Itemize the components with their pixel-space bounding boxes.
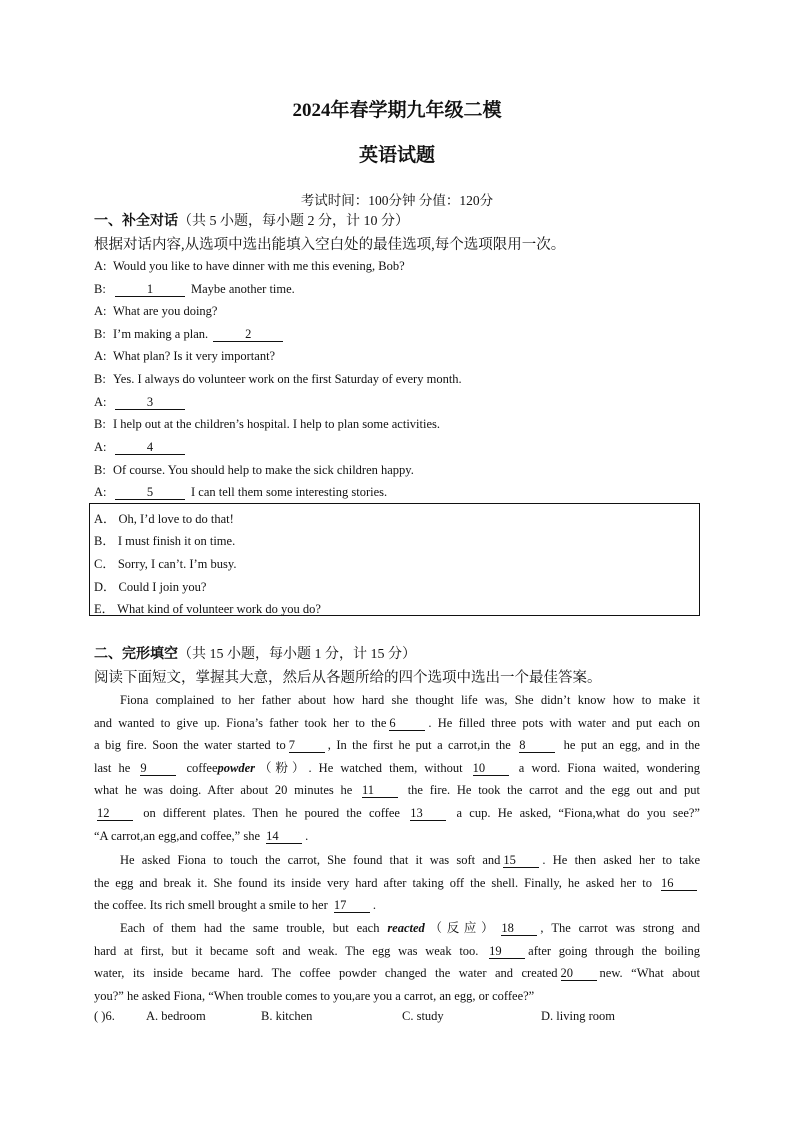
cloze-blank[interactable]: 8 [519,739,555,753]
passage-text: . He then asked her to take [542,853,701,867]
cloze-blank[interactable]: 16 [661,877,697,891]
cloze-blank[interactable]: 11 [362,784,398,798]
passage-text: , In the first he put a carrot,in the [327,738,517,753]
speaker-label: B: [94,372,106,386]
speaker-label: B: [94,463,106,477]
dialogue-text: I’m making a plan. [113,327,212,341]
speaker-label: B: [94,417,106,431]
passage-text: and wanted to give up. Fiona’s father took her to the [94,715,387,730]
passage-text: the egg and break it. She found its inside very hard after taking off the shell. Finally, he asked her to [94,875,658,890]
dialogue-line [94,327,289,342]
speaker-label: A: [94,349,107,363]
option-text: Sorry, I can’t. I’m busy. [117,557,237,571]
speaker-label: A: [94,304,107,318]
passage-text: （粉）. He watched them, without [255,760,470,775]
exam-info: 考试时间：100分钟 分值：120分 [300,193,494,208]
option-letter: A． [94,512,116,526]
passage-text: he put an egg, and in the [558,738,700,753]
section2-instruction: 阅读下面短文，掌握其大意，然后从各题所给的四个选项中选出一个最佳答案。 [94,670,602,686]
page-subtitle: 英语试题 [358,145,435,166]
passage-text: “A carrot,an egg,and coffee,” she [94,828,264,843]
option-item[interactable] [94,577,206,595]
dialogue-text: I can tell them some interesting stories. [191,485,388,499]
passage-text: , The carrot was strong and [540,921,700,935]
keyword: powder [217,760,255,775]
answer-blank[interactable]: 3 [115,396,185,410]
dialogue-line [94,259,405,274]
passage-paragraph [94,849,700,917]
dialogue-text: What plan? Is it very important? [113,349,276,363]
question-6-option-c[interactable]: C. study [402,1009,444,1023]
passage-text: . He filled three pots with water and put each on [428,715,700,730]
section1-instruction: 根据对话内容,从选项中选出能填入空白处的最佳选项,每个选项限用一次。 [94,237,566,253]
answer-blank[interactable]: 2 [213,328,283,342]
option-item[interactable] [94,531,235,549]
cloze-blank[interactable]: 7 [289,739,325,753]
dialogue-text: What are you doing? [113,304,218,318]
passage-line [94,802,700,825]
option-item[interactable] [94,599,321,617]
dialogue-line [94,395,191,410]
passage-line [94,985,700,1008]
dialogue-line [94,304,217,319]
cloze-blank[interactable]: 12 [97,807,133,821]
speaker-label: A: [94,440,107,454]
passage-text: a cup. He asked, “Fiona,what do you see?” [449,805,700,820]
passage-line [94,917,700,940]
dialogue-line [94,417,440,432]
passage-text: what he was doing. After about 20 minutes he [94,783,359,798]
option-item[interactable] [94,509,234,527]
passage-line [94,872,700,895]
option-text: Oh, I’d love to do that! [118,512,234,526]
passage-text: coffee [179,760,218,775]
passage-line [94,779,700,802]
passage-text: new. “What about [599,966,700,981]
option-text: Could I join you? [118,580,207,594]
passage-text: hard at first, but it became soft and weak. The egg was weak too. [94,943,487,958]
dialogue-text: Of course. You should help to make the sick children happy. [113,463,414,477]
passage-text: after going through the boiling [528,943,700,958]
answer-blank[interactable]: 5 [115,486,185,500]
passage-line [94,757,700,780]
dialogue-line [94,372,462,387]
speaker-label: A: [94,395,107,409]
option-letter: E． [94,602,115,616]
dialogue-line [94,440,191,455]
passage-line [94,849,700,872]
passage-text: a big fire. Soon the water started to [94,738,286,753]
passage-line [94,734,700,757]
dialogue-line [94,485,387,500]
cloze-blank[interactable]: 15 [503,854,539,868]
passage-text: He asked Fiona to touch the carrot, She found that it was soft and [120,853,501,867]
dialogue-line [94,463,414,478]
passage-text: （反应） [424,921,499,935]
dialogue-text: Would you like to have dinner with me this evening, Bob? [113,259,405,273]
passage-line [94,962,700,985]
question-6-option-b[interactable]: B. kitchen [261,1009,313,1023]
dialogue-text: I help out at the children’s hospital. I help to plan some activities. [113,417,441,431]
dialogue-text: Yes. I always do volunteer work on the first Saturday of every month. [113,372,462,386]
dialogue-line [94,282,295,297]
passage-text: . [305,828,309,843]
question-6-option-d[interactable]: D. living room [541,1009,615,1023]
passage-text: on different plates. Then he poured the coffee [136,805,408,820]
passage-line [94,940,700,963]
passage-paragraph [94,689,700,847]
dialogue-text: Maybe another time. [191,282,295,296]
passage-text: last he [94,760,138,775]
section1-note: （共 5 小题，每小题 2 分，计 10 分） [178,214,409,229]
cloze-blank[interactable]: 6 [389,717,425,731]
option-letter: B． [94,534,115,548]
cloze-blank[interactable]: 13 [410,807,446,821]
option-letter: C． [94,557,115,571]
page-title: 2024年春学期九年级二模 [292,100,502,121]
passage-text: the fire. He took the carrot and the egg out and put [400,783,700,798]
speaker-label: B: [94,327,106,341]
section1-heading: 一、补全对话 [94,214,178,229]
passage-text: a word. Fiona waited, wondering [511,760,700,775]
cloze-blank[interactable]: 19 [489,945,525,959]
speaker-label: B: [94,282,106,296]
passage-paragraph [94,917,700,1007]
option-letter: D． [94,580,116,594]
question-6-number: ( )6. [94,1009,115,1023]
passage-line [94,894,700,917]
cloze-blank[interactable]: 9 [140,762,176,776]
speaker-label: A: [94,485,107,499]
answer-blank[interactable]: 4 [115,441,185,455]
section2-heading: 二、完形填空 [94,647,178,662]
question-6-option-a[interactable]: A. bedroom [146,1009,206,1023]
passage-line [94,689,700,712]
cloze-blank[interactable]: 10 [473,762,509,776]
section1-title [94,210,409,230]
answer-blank[interactable]: 1 [115,283,185,297]
section2-note: （共 15 小题，每小题 1 分，计 15 分） [178,647,416,662]
passage-line [94,712,700,735]
section2-title [94,643,416,663]
option-text: What kind of volunteer work do you do? [117,602,321,616]
passage-text: you?” he asked Fiona, “When trouble comes to you,are you a carrot, an egg, or coffee?” [94,988,535,1003]
passage-text: the coffee. Its rich smell brought a smile to her [94,898,331,913]
passage-text: . [372,898,376,913]
cloze-blank[interactable]: 18 [501,922,537,936]
cloze-blank[interactable]: 17 [334,899,370,913]
cloze-blank[interactable]: 20 [561,967,597,981]
passage-text: Fiona complained to her father about how hard she thought life was, She didn’t know how to make it [120,693,700,707]
passage-text: water, its inside became hard. The coffee powder changed the water and created [94,966,558,981]
passage-text: Each of them had the same trouble, but each [120,921,388,935]
passage-line [94,825,700,848]
keyword: reacted [387,921,425,935]
option-item[interactable] [94,554,236,572]
option-text: I must finish it on time. [117,534,236,548]
cloze-blank[interactable]: 14 [266,830,302,844]
speaker-label: A: [94,259,107,273]
dialogue-line [94,349,275,364]
